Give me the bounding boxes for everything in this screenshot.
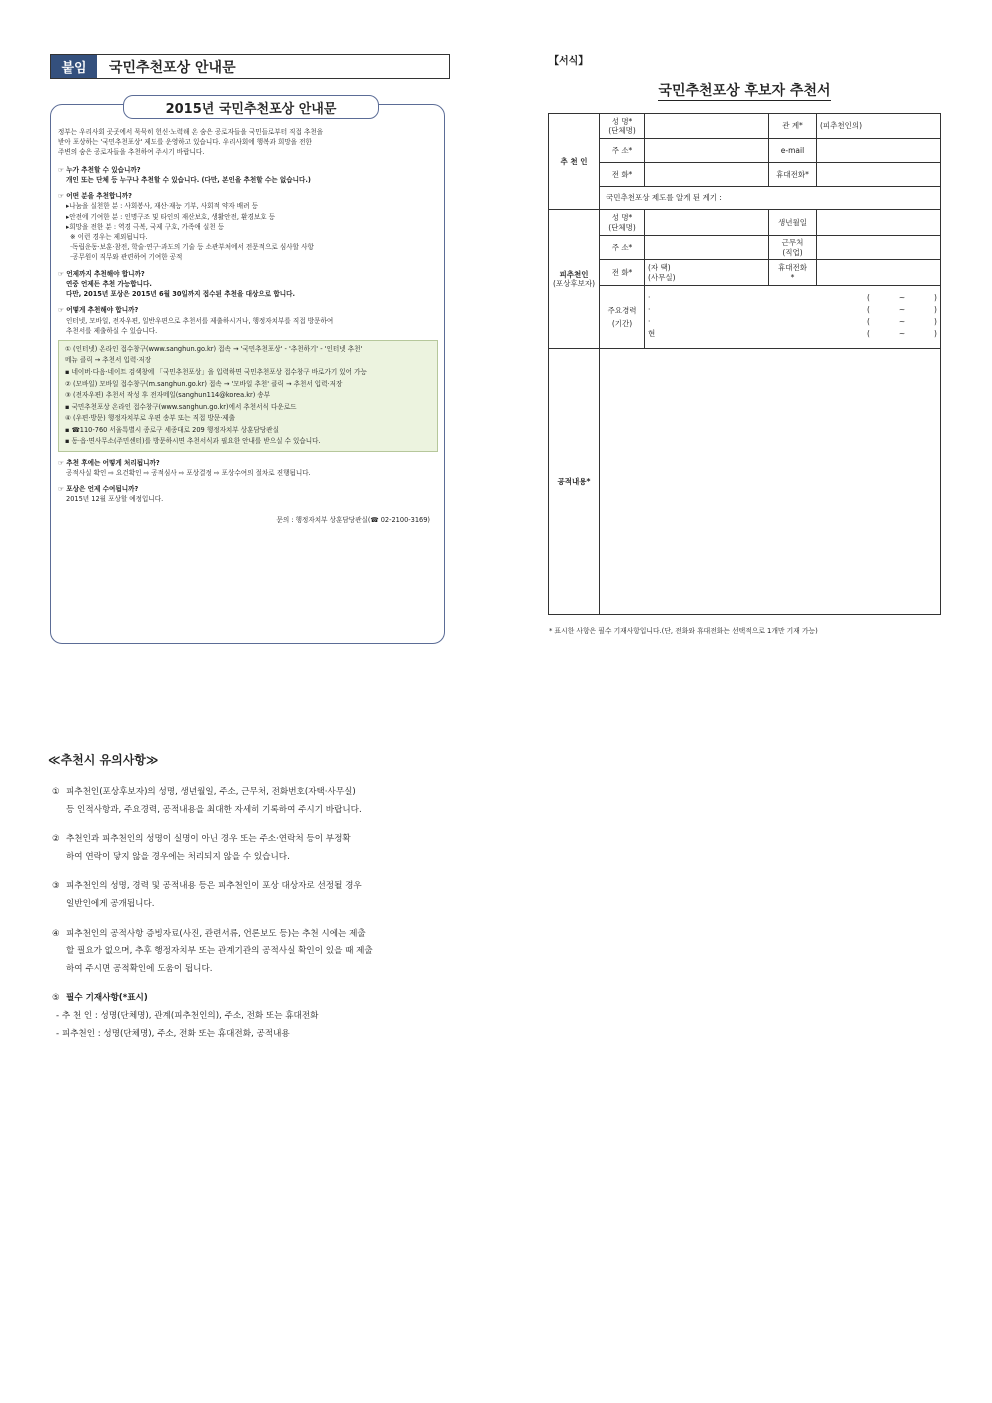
caution-number: ①: [52, 787, 60, 797]
question-who: ☞ 누가 추천할 수 있습니까?: [58, 165, 141, 174]
recommendation-form: [548, 113, 941, 615]
caution-item: [52, 926, 452, 979]
caution-line: 일반인에게 공개됩니다.: [66, 899, 155, 910]
caution-line: 피추천인(포상후보자)의 성명, 생년월일, 주소, 근무처, 전화번호(자택·사무실): [66, 787, 356, 797]
paren-close: ): [934, 329, 937, 338]
form-tag: 【서식】: [549, 56, 589, 67]
nominee-birth-field[interactable]: [817, 210, 941, 236]
recommender-email-label: e-mail: [769, 139, 817, 163]
answer-when: 다만, 2015년 포상은 2015년 6월 30일까지 접수된 추천을 대상으로 합니다.: [66, 290, 296, 299]
question-when: ☞ 언제까지 추천해야 합니까?: [58, 269, 145, 278]
nominee-work-label: [769, 236, 817, 260]
caution-number: ④: [52, 928, 60, 939]
answer-who: 개인 또는 단체 등 누구나 추천할 수 있습니다. (다만, 본인을 추천할 수는 없습니다.): [66, 175, 311, 184]
caution-title: ≪추천시 유의사항≫: [48, 753, 159, 767]
nominee-mobile-field[interactable]: [817, 260, 941, 286]
recommender-address-label: 주 소*: [600, 139, 645, 163]
career-bullet: ·: [648, 293, 651, 302]
question-whom: ☞ 어떤 분을 추천합니까?: [58, 192, 132, 201]
exclusion-item: ·공무원이 직무와 관련하여 기여한 공적: [70, 253, 183, 262]
method-line: 메뉴 클릭 → 추천서 입력·저장: [65, 356, 152, 365]
answer-whom-item: ▸나눔을 실천한 분 : 사회봉사, 재산·재능 기부, 사회적 약자 배려 등: [66, 202, 259, 211]
paren-open: (: [867, 305, 870, 314]
tilde: ~: [898, 305, 906, 314]
notice-title: 2015년 국민추천포상 안내문: [123, 95, 379, 119]
label-main: 성 명*: [611, 116, 633, 126]
tilde: ~: [898, 329, 906, 338]
label-main: 근무처: [781, 238, 804, 248]
caution-number: ⑤: [52, 993, 60, 1004]
nominee-mobile-label: [769, 260, 817, 286]
label-main: 피추천인: [559, 269, 589, 279]
nominee-birth-label: 생년월일: [769, 210, 817, 236]
recommender-address-field[interactable]: [645, 139, 769, 163]
submission-methods: [58, 340, 438, 452]
notice-box: [50, 101, 445, 644]
attachment-header: [50, 54, 450, 79]
caution-number: ②: [52, 834, 60, 845]
answer-when: 연중 언제든 추천 가능합니다.: [66, 279, 152, 288]
merit-content-field[interactable]: [600, 349, 941, 615]
label-main: 휴대전화: [778, 263, 807, 273]
nominee-phone-label: 전 화*: [600, 260, 645, 286]
career-list: [648, 293, 937, 341]
exclusion-note: ※ 이런 경우는 제외됩니다.: [70, 232, 148, 241]
caution-item: [52, 784, 452, 819]
nominee-name-label: [600, 210, 645, 236]
nominee-work-field[interactable]: [817, 236, 941, 260]
required-fields-nominee: - 피추천인 : 성명(단체명), 주소, 전화 또는 휴대전화, 공적내용: [56, 1028, 290, 1039]
label-sub: (기간): [611, 319, 633, 328]
notice-body: [58, 127, 438, 525]
recommender-relation-label: 관 계*: [769, 114, 817, 139]
question-award-date: ☞ 포상은 언제 수여됩니까?: [58, 485, 139, 494]
question-how: ☞ 어떻게 추천해야 합니까?: [58, 306, 139, 315]
label-sub: (단체명): [608, 222, 636, 232]
nominee-career-label: [600, 286, 645, 349]
label-main: 성 명*: [611, 213, 633, 223]
recommender-name-field[interactable]: [645, 114, 769, 139]
nominee-address-field[interactable]: [645, 236, 769, 260]
career-period: [867, 329, 937, 341]
answer-award-date: 2015년 12월 포상할 예정입니다.: [66, 495, 164, 504]
attachment-tag: 붙임: [51, 55, 97, 78]
phone-office-label: (사무실): [648, 272, 676, 282]
required-fields-recommender: - 추 천 인 : 성명(단체명), 관계(피추천인의), 주소, 전화 또는 휴대전화: [56, 1011, 319, 1022]
merit-label: 공적내용*: [549, 349, 600, 615]
intro-line: 받아 포상하는 '국민추천포상' 제도를 운영하고 있습니다. 우리사회에 행복과 희망을 전한: [58, 138, 312, 147]
method-line: ▪ 국민추천포상 온라인 접수창구(www.sanghun.go.kr)에서 추천서식 다운로드: [65, 402, 297, 411]
caution-line: 필수 기재사항(*표시): [66, 993, 148, 1004]
caution-item: [52, 990, 452, 1008]
answer-whom-item: ▸안전에 기여한 분 : 인명구조 및 타인의 재산보호, 생활안전, 환경보호 등: [66, 212, 276, 221]
label-sub: *: [790, 272, 795, 282]
recommender-name-label: [600, 114, 645, 139]
method-line: ▪ 네이버·다음·네이트 검색창에 「국민추천포상」을 입력하면 국민추천포상 접수창구 바로가기 있어 가능: [65, 368, 367, 376]
career-period: [867, 317, 937, 329]
nominee-section-label: [549, 210, 600, 349]
label-sub: (포상후보자): [552, 279, 596, 288]
recommender-mobile-field[interactable]: [817, 163, 941, 187]
caution-line: 할 필요가 없으며, 추후 행정자치부 또는 관계기관의 공적사실 확인이 있을 때 제출: [66, 946, 373, 957]
career-row: [648, 305, 937, 317]
career-period: [867, 305, 937, 317]
recommender-phone-field[interactable]: [645, 163, 769, 187]
nominee-address-label: 주 소*: [600, 236, 645, 260]
tilde: ~: [898, 317, 906, 326]
intro-line: 주변의 숨은 공로자들을 추천하여 주시기 바랍니다.: [58, 148, 205, 157]
form-title-text: 국민추천포상 후보자 추천서: [658, 83, 831, 99]
paren-close: ): [934, 293, 937, 302]
label-main: 주요경력: [607, 305, 637, 315]
method-line: ▪ ☎110-760 서울특별시 종로구 세종대로 209 행정자치부 상훈담당관실: [65, 425, 279, 434]
method-line: ▪ 동·읍·면사무소(주민센터)를 방문하시면 추천서식과 필요한 안내를 받으실 수 있습니다.: [65, 437, 321, 446]
career-row: [648, 293, 937, 305]
career-bullet: ·: [648, 317, 651, 326]
paren-close: ): [934, 305, 937, 314]
recommender-section-label: 추 천 인: [549, 114, 600, 210]
form-title: [549, 80, 940, 100]
attachment-title: 국민추천포상 안내문: [109, 59, 236, 76]
paren-open: (: [867, 329, 870, 338]
method-line: ③ (전자우편) 추천서 작성 후 전자메일(sanghun114@korea.kr) 송부: [65, 391, 271, 400]
caution-line: 피추천인의 공적사항 증빙자료(사진, 관련서류, 언론보도 등)는 추천 시에는 제출: [66, 928, 366, 939]
method-line: ④ (우편·방문) 행정자치부로 우편 송부 또는 직접 방문·제출: [65, 414, 236, 423]
caution-line: 하여 주시면 공적확인에 도움이 됩니다.: [66, 963, 213, 974]
nominee-phone-field[interactable]: [645, 260, 769, 286]
answer-after: 공적사실 확인 ⇨ 요건확인 ⇨ 공적심사 ⇨ 포상결정 ⇨ 포상수여의 절차로 진행됩니다.: [66, 468, 311, 477]
caution-line: 피추천인의 성명, 경력 및 공적내용 등은 피추천인이 포상 대상자로 선정될 경우: [66, 881, 362, 892]
career-bullet: 현: [648, 329, 656, 338]
career-period: [867, 293, 937, 305]
caution-item: [52, 831, 452, 866]
career-row: [648, 329, 937, 341]
caution-line: 하여 연락이 닿지 않을 경우에는 처리되지 않을 수 있습니다.: [66, 851, 290, 862]
caution-list: [52, 784, 452, 1043]
answer-how: 추천서를 제출하실 수 있습니다.: [66, 326, 158, 335]
paren-open: (: [867, 293, 870, 302]
caution-item: [52, 878, 452, 913]
paren-open: (: [867, 317, 870, 326]
caution-line: 추천인과 피추천인의 성명이 실명이 아닌 경우 또는 주소·연락처 등이 부정확: [66, 834, 351, 845]
method-line: ① (인터넷) 온라인 접수창구(www.sanghun.go.kr) 접속 → '국민추천포상' - '추천하기' - '인터넷 추천': [65, 344, 363, 353]
career-bullet: ·: [648, 305, 651, 314]
recommender-phone-label: 전 화*: [600, 163, 645, 187]
recommender-email-field[interactable]: [817, 139, 941, 163]
question-after: ☞ 추천 후에는 어떻게 처리됩니까?: [58, 458, 160, 467]
label-sub: (직업): [782, 247, 803, 257]
nominee-name-field[interactable]: [645, 210, 769, 236]
exclusion-item: ·독립운동·보훈·참전, 학술·연구·과도의 기술 등 소관부처에서 전문적으로 심사할 사항: [70, 243, 314, 252]
answer-whom-item: ▸희망을 전한 분 : 역경 극복, 국제 구호, 가족애 실천 등: [66, 222, 225, 231]
recommender-relation-field[interactable]: (피추천인의): [817, 114, 941, 139]
answer-how: 인터넷, 모바일, 전자우편, 일반우편으로 추천서를 제출하시거나, 행정자치부를 직접 방문하여: [66, 316, 334, 325]
method-line: ② (모바일) 모바일 접수창구(m.sanghun.go.kr) 접속 → '모바일 추천' 클릭 → 추천서 입력·저장: [65, 379, 343, 388]
nominee-career-field[interactable]: [645, 286, 941, 349]
phone-home-label: (자 택): [648, 263, 671, 273]
recommender-motive-field[interactable]: 국민추천포상 제도를 알게 된 계기 :: [600, 187, 941, 210]
caution-line: 등 인적사항과, 주요경력, 공적내용을 최대한 자세히 기록하여 주시기 바랍니다.: [66, 804, 362, 815]
tilde: ~: [898, 293, 906, 302]
career-row: [648, 317, 937, 329]
caution-number: ③: [52, 881, 60, 892]
form-required-note: * 표시한 사항은 필수 기재사항입니다.(단, 전화와 휴대전화는 선택적으로 1개만 기재 가능): [549, 627, 818, 635]
contact-info: 문의 : 행정자치부 상훈담당관실(☎ 02-2100-3169): [276, 515, 430, 524]
recommender-mobile-label: 휴대전화*: [769, 163, 817, 187]
intro-line: 정부는 우리사회 곳곳에서 묵묵히 헌신·노력해 온 숨은 공로자들을 국민들로부터 직접 추천을: [58, 128, 324, 136]
paren-close: ): [934, 317, 937, 326]
label-sub: (단체명): [608, 126, 636, 135]
